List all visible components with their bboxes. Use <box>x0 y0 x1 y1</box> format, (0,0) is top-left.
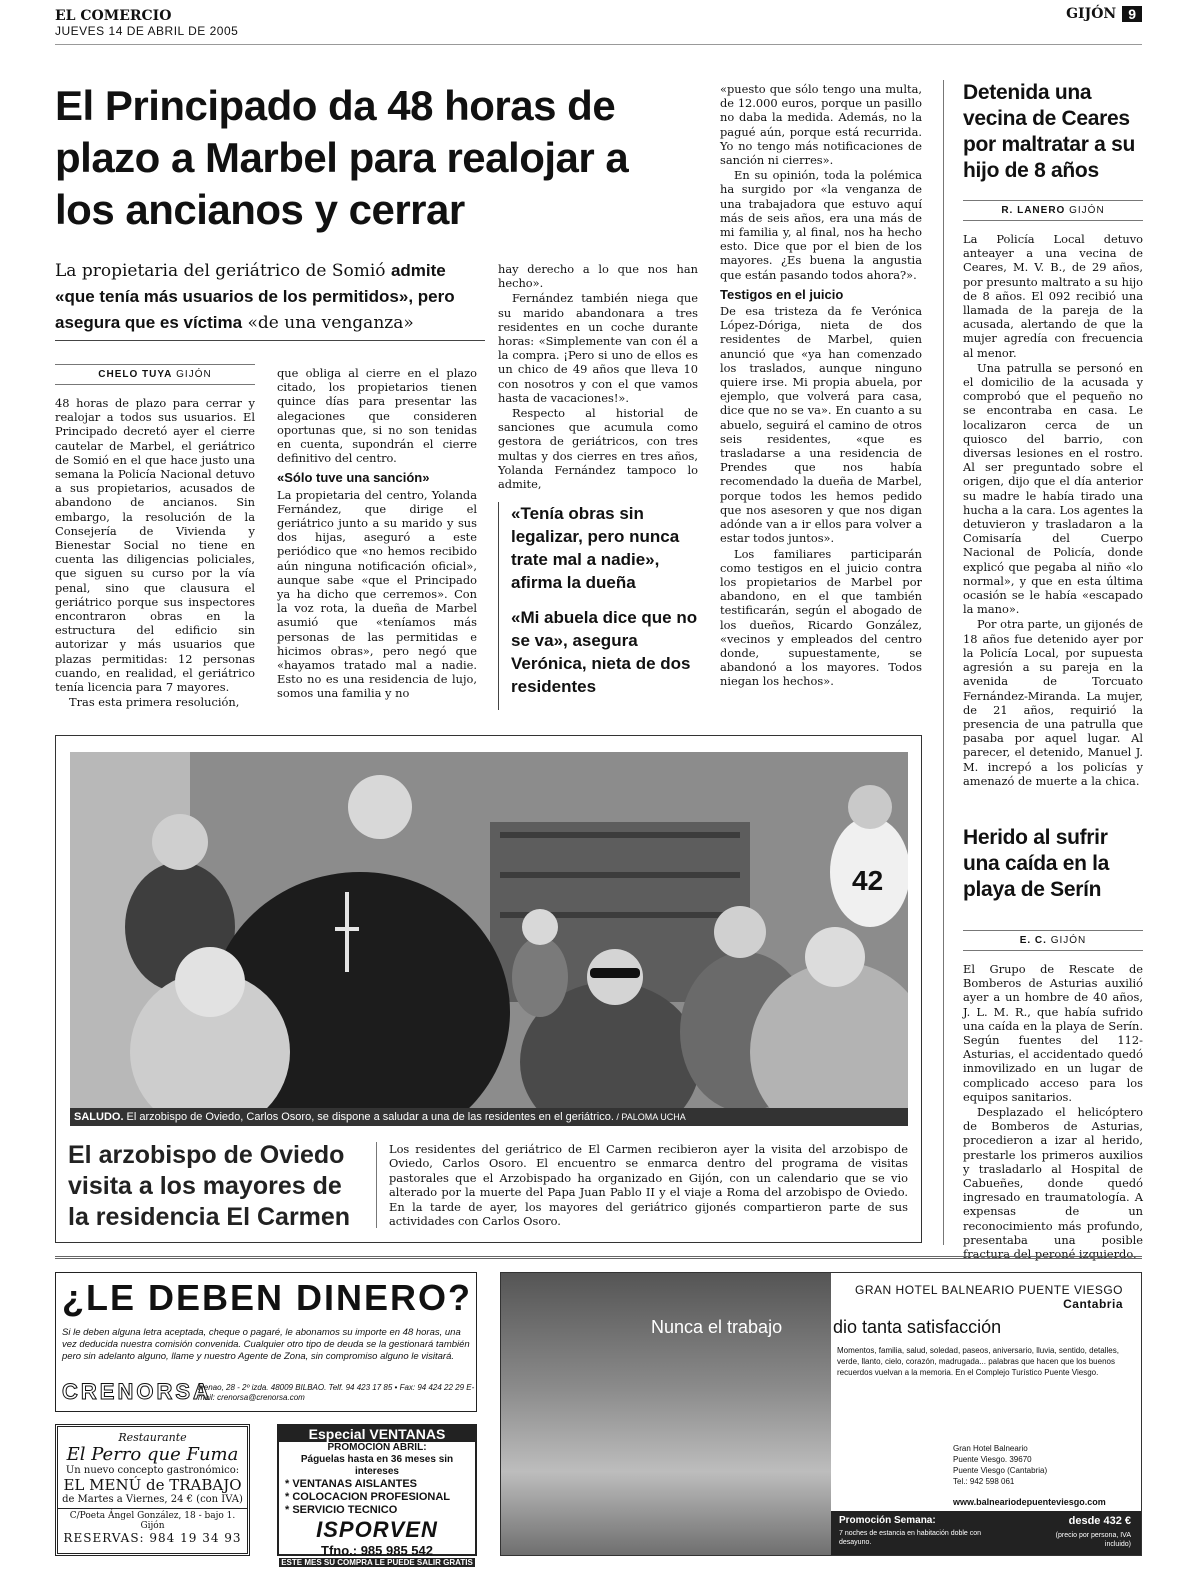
restaurant-schedule: de Martes a Viernes, 24 € (con IVA) <box>62 1494 243 1505</box>
restaurant-reservations: RESERVAS: 984 19 34 93 <box>63 1531 242 1545</box>
hotel-slogan-a: Nunca el trabajo <box>651 1317 783 1337</box>
main-subhead <box>55 258 485 341</box>
contact-line: Puente Viesgo (Cantabria) <box>953 1466 1048 1475</box>
side-article-1-body <box>963 232 1143 789</box>
hotel-promo-bar <box>831 1511 1142 1556</box>
header-rule <box>55 44 1142 45</box>
intertitle: Testigos en el juicio <box>720 286 844 302</box>
contact-line: Puente Viesgo. 39670 <box>953 1455 1032 1464</box>
side-byline-2 <box>963 930 1143 951</box>
hotel-name: GRAN HOTEL BALNEARIO PUENTE VIESGO <box>855 1283 1123 1297</box>
subhead-part-3: «de una venganza» <box>242 313 414 333</box>
promo-detail: 7 noches de estancia en habitación doble con desayuno. <box>839 1530 982 1546</box>
intertitle: «Sólo tuve una sanción» <box>277 470 430 486</box>
side-byline-1 <box>963 200 1143 221</box>
section-label <box>1066 6 1142 22</box>
pull-quote: «Mi abuela dice que no se va», asegura Verónica, nieta de dos residentes <box>511 608 698 696</box>
paragraph: Fernández también niega que su marido abandonara a tres residentes en un coche durante horas: «Simplemente van con él a la compra. ¡Pero si uno de ellos es un chico de 49 años que lleva 10 con nosotros y con el que vamos hasta de vacaciones!». <box>498 291 698 405</box>
ad-debt-collection <box>55 1272 477 1412</box>
ad-title: Especial VENTANAS <box>279 1426 475 1442</box>
ad-hotel <box>500 1272 1142 1556</box>
hotel-copy: Momentos, familia, salud, soledad, paseos, aniversario, lluvia, sentido, detalles, verde, llanto, cielo, corazón, madrugada... palabras que hacen que los buenos recuerdos vuelvan a la memoria. En el Complejo Turístico Puente Viesgo. <box>837 1346 1119 1377</box>
restaurant-tagline: Un nuevo concepto gastronómico: <box>65 1465 240 1476</box>
page-number: 9 <box>1122 6 1142 22</box>
paragraph: «puesto que sólo tengo una multa, de 12.000 euros, porque un pasillo no daba la medida. Además, no la pagué aún, porque está recurrida. Yo no tengo más notificaciones de sanción ni cierres». <box>720 82 922 168</box>
promo-price-note: (precio por persona, IVA incluido) <box>1055 1532 1131 1548</box>
paragraph: que obliga al cierre en el plazo citado, los propietarios tienen quince días para presentar las alegaciones que consideren oportunas que, si no son tenidas en cuenta, supondrán el cierre definitivo del centro. <box>277 366 477 466</box>
photo-caption <box>70 1108 908 1126</box>
promo-price: desde 432 € <box>1068 1515 1131 1527</box>
section-name: GIJÓN <box>1066 6 1117 22</box>
ad-financing: Páguelas hasta en 36 meses sin intereses <box>300 1454 454 1477</box>
main-column-4 <box>720 82 922 690</box>
ad-address: Henao, 28 - 2º izda. 48009 BILBAO. Telf. 94 423 17 85 • Fax: 94 424 22 29 E-mail: crenorsa@crenorsa.com <box>198 1383 475 1402</box>
ad-label: Restaurante <box>118 1431 187 1444</box>
subhead-part-2: admite «que tenía más usuarios de los permitidos», pero asegura que es víctima <box>55 261 455 332</box>
main-column-2 <box>277 366 477 702</box>
paragraph: Por otra parte, un gijonés de 18 años fue detenido ayer por la Policía Local, por supuesta agresión a su pareja en la avenida de Torcuato Fernández-Miranda. La mujer, de 21 años, requirió la presencia de una patrulla que pasaba por aquel lugar. Al parecer, el detenido, Manuel J. M. increpó a los policías y amenazó de muerte a la chica. <box>963 617 1143 788</box>
main-column-1 <box>55 396 255 710</box>
paragraph: Tras esta primera resolución, <box>69 695 240 710</box>
paragraph: En su opinión, toda la polémica ha surgido por «la venganza de una trabajadora que estuvo aquí más de seis años, era una más de mi familia y, al final, nos ha hecho esto. Dice que por el bien de los mayores. ¿Es buena la angustia que están pasando todos ahora?». <box>720 168 922 282</box>
ad-item: * COLOCACION PROFESIONAL <box>285 1491 451 1503</box>
paragraph: Los familiares participarán como testigos en el juicio contra los propietarios de Marbel por abandono, en el que también testificarán, según el abogado de los dueños, Ricardo González, «vecinos y empleados del centro donde, supuestamente, se abandonó a los mayores. Todos niegan los hechos». <box>720 546 922 689</box>
paragraph: La Policía Local detuvo anteayer a una vecina de Ceares, M. V. B., de 29 años, por presunto maltrato a su hijo de 8 años. El 092 recibió una llamada de la pareja de la acusada, alertando de que la mujer agredía con frecuencia al menor. <box>963 232 1143 360</box>
restaurant-name: El Perro que Fuma <box>66 1444 239 1465</box>
ad-title: ¿LE DEBEN DINERO? <box>62 1277 473 1318</box>
byline-place: GIJÓN <box>1069 205 1105 216</box>
contact-line: Tel.: 942 598 061 <box>953 1477 1015 1486</box>
subhead-part-1: La propietaria del geriátrico de Somió <box>55 261 391 281</box>
main-headline: El Principado da 48 horas de plazo a Marbel para realojar a los ancianos y cerrar <box>55 82 629 233</box>
photo-story-title: El arzobispo de Oviedo visita a los mayores de la residencia El Carmen <box>68 1141 351 1231</box>
paragraph: Desplazado el helicóptero de Bomberos de Asturias, procedieron a izar al herido, prestarle los primeros auxilios y trasladarlo al Hospital de Cabueñes, donde quedó ingresado en traumatología. A expensas de un reconocimiento más profundo, presentaba una posible fractura del peroné izquierdo. <box>963 1105 1143 1262</box>
ad-item: * SERVICIO TECNICO <box>285 1504 398 1516</box>
hotel-website: www.balneariodepuenteviesgo.com <box>953 1497 1106 1507</box>
ad-footer: ESTE MES SU COMPRA LE PUEDE SALIR GRATIS <box>279 1558 475 1567</box>
paragraph: Una patrulla se personó en el domicilio de la acusada y comprobó que el pequeño no se encontraba en casa. Le localizaron cerca de un quiosco del barrio, con diversas lesiones en el rostro. Al ser preguntado sobre el origen, dijo que el día anterior su madre le había tirado una hucha a la cara. Los agentes la detuvieron y trasladaron a la Comisaría del Cuerpo Nacional de Policía, donde explicó que pegaba al niño «lo normal», y que en esta última ocasión se le había «escapado la mano». <box>963 360 1143 617</box>
contact-line: Gran Hotel Balneario <box>953 1444 1028 1453</box>
byline-place: GIJÓN <box>1050 935 1087 946</box>
ads-divider <box>55 1256 1142 1259</box>
side-headline-1: Detenida una vecina de Ceares por maltratar a su hijo de 8 años <box>963 81 1135 182</box>
side-article-2-body <box>963 962 1143 1262</box>
paragraph: hay derecho a lo que nos han hecho». <box>498 262 698 291</box>
ad-windows <box>277 1424 477 1567</box>
paragraph: De esa tristeza da fe Verónica López-Dóriga, nieta de dos residentes de Marbel, quien anunció que «ya han comenzado los traslados, aunque ninguno quiere irse. Mi propia abuela, por ejemplo, que volverá para casa, dice que no se va». En cuanto a su abuelo, seguirá el camino de otros seis residentes, «que es trasladarse a una residencia de Prendes que nos había recomendado la dueña de Marbel, porque todos les hemos pedido que nos asesoren y que nos digan adónde van a ir ellos para volver a estar todos juntos». <box>720 304 922 546</box>
ad-phone: Tfno.: 985 985 542 <box>321 1543 433 1558</box>
paragraph: La propietaria del centro, Yolanda Fernández, que dirige el geriátrico junto a su marido y sus dos hijas, aseguró a este periódico que «no hemos recibido aún ninguna notificación oficial», aunque sabe «que el Principado ya ha dicho que cerremos». Con la voz rota, la dueña de Marbel asumió que «teníamos más personas de las permitidas e hicimos obras», pero negó que «hayamos tratado mal a nadie. Esto no es una residencia de lujo, somos una familia y no <box>277 487 477 701</box>
main-byline <box>55 364 255 385</box>
caption-credit: / PALOMA UCHA <box>613 1112 686 1122</box>
hotel-photo <box>501 1273 831 1556</box>
ad-restaurant <box>55 1424 250 1556</box>
hotel-contact <box>953 1443 1047 1487</box>
pull-quote: «Tenía obras sin legalizar, pero nunca trate mal a nadie», afirma la dueña <box>511 504 680 592</box>
byline-author: CHELO TUYA <box>98 369 173 380</box>
hotel-region: Cantabria <box>1063 1297 1123 1311</box>
side-column-divider <box>943 80 944 1245</box>
ad-item: * VENTANAS AISLANTES <box>285 1478 418 1490</box>
main-column-3 <box>498 262 698 492</box>
news-photo <box>70 752 908 1108</box>
photo-story-text: Los residentes del geriátrico de El Carmen recibieron ayer la visita del arzobispo de Oviedo, Carlos Osoro. El encuentro se enmarca dentro del programa de visitas pastorales que el Arzobispado ha organizado en Gijón, con un calendario que se vio alterado por la muerte del Papa Juan Pablo II y el viaje a Roma del arzobispo de Oviedo. En la tarde de ayer, los mayores del geriátrico gijonés compartieron parte de sus actividades con Carlos Osoro. <box>376 1142 908 1228</box>
byline-place: GIJÓN <box>176 369 212 380</box>
byline-author: E. C. <box>1019 935 1047 946</box>
ad-promo: PROMOCIÓN ABRIL: <box>327 1442 427 1453</box>
paragraph: El Grupo de Rescate de Bomberos de Asturias auxilió ayer a un hombre de 40 años, J. L. M. R., que había sufrido una caída en la playa de Serín. Según fuentes del 112-Asturias, el accidentado quedó inmovilizado en un lugar de complicado acceso para los equipos sanitarios. <box>963 962 1143 1104</box>
byline-author: R. LANERO <box>1001 205 1066 216</box>
ad-brand: ISPORVEN <box>316 1517 438 1542</box>
masthead: EL COMERCIO <box>55 8 172 24</box>
restaurant-address: C/Poeta Ángel González, 18 - bajo 1. Gijón <box>58 1508 247 1531</box>
promo-title: Promoción Semana: <box>839 1515 936 1526</box>
ad-brand: CRENORSA <box>62 1379 212 1404</box>
ad-body: Si le deben alguna letra aceptada, cheque o pagaré, le abonamos su importe en 48 horas, una vez deducida nuestra comisión convenida. Cualquier otro tipo de deuda se la gestionará también pero sin adelanto alguno, llame y nuestro Agente de Zona, sin compromiso alguno le visitará. <box>62 1327 470 1362</box>
hotel-slogan-b: dio tanta satisfacción <box>833 1317 1002 1337</box>
hotel-header <box>855 1283 1123 1311</box>
caption-label: SALUDO. <box>74 1111 124 1123</box>
restaurant-menu: EL MENÚ de TRABAJO <box>63 1476 242 1494</box>
issue-date: JUEVES 14 DE ABRIL DE 2005 <box>55 24 239 38</box>
pull-quotes <box>498 502 708 710</box>
paragraph: Respecto al historial de sanciones que acumula como gestora de geriátricos, con tres multas y dos cierres en tres años, Yolanda Fernández tampoco lo admite, <box>498 406 698 492</box>
caption-text: El arzobispo de Oviedo, Carlos Osoro, se dispone a saludar a una de las residentes en el geriátrico. <box>123 1111 614 1123</box>
paragraph: 48 horas de plazo para cerrar y realojar a todos sus usuarios. El Principado decretó ayer el cierre cautelar de Marbel, el geriátrico de Somió en el que hace justo una semana la Policía Nacional detuvo a sus propietarios, acusados de abandono de ancianos. Sin embargo, la resolución de la Consejería de Vivienda y Bienestar Social no tiene en cuenta las diligencias policiales, que siguen su curso por la vía penal, sino que clausura el geriátrico porque sus inspectores encontraron obras en la estructura del edificio sin autorizar y más usuarios que plazas permitidas: 12 personas cuando, en realidad, el geriátrico tenía licencia para 7 mayores. <box>55 396 255 695</box>
photo-illustration <box>70 752 908 1108</box>
jersey-number: 42 <box>852 865 884 896</box>
side-headline-2: Herido al sufrir una caída en la playa de Serín <box>963 826 1110 901</box>
